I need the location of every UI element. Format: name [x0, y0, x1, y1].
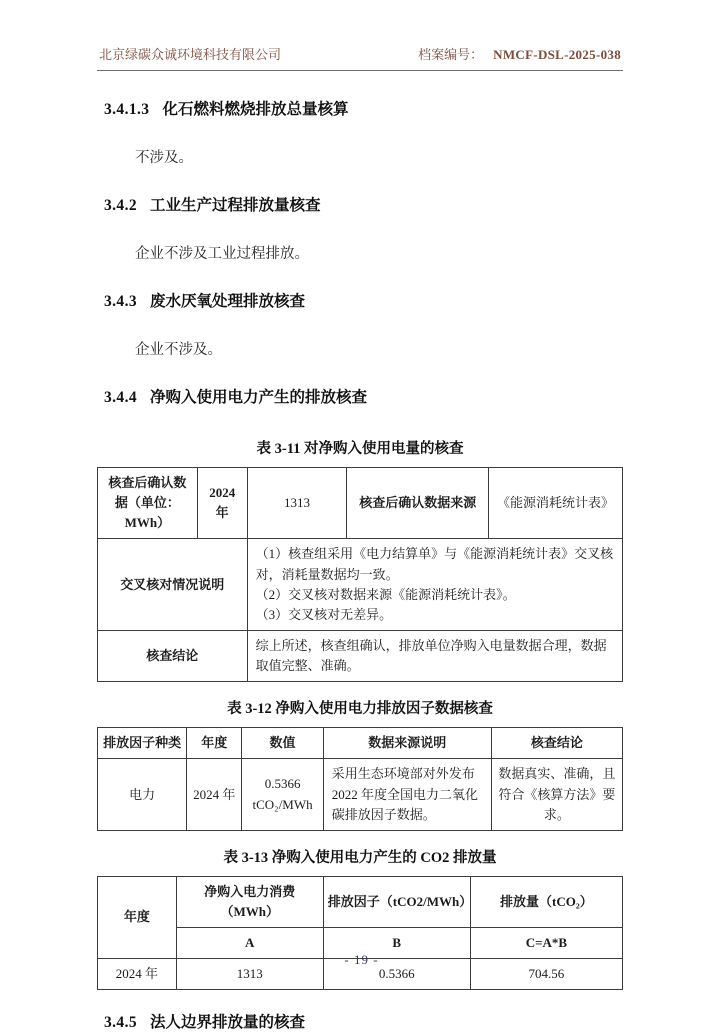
- crosscheck-line-3: （3）交叉核对无差异。: [255, 606, 393, 622]
- section-body-3-4-2: 企业不涉及工业过程排放。: [135, 246, 309, 262]
- page-header: [97, 44, 623, 71]
- table-header-year: 年度: [187, 728, 242, 759]
- table-row: [98, 759, 623, 830]
- table-cell-crosscheck-text: [247, 539, 622, 631]
- table-cell-formula-b: B: [323, 928, 470, 959]
- section-heading-3-4-5: [104, 1010, 623, 1032]
- table-cell-value: 0.5366 tCO₂/MWh: [242, 759, 323, 830]
- table-cell-conclusion: 数据真实、准确，且符合《核算方法》要求。: [491, 759, 622, 830]
- section-number: 3.4.2: [104, 197, 137, 214]
- section-number: 3.4.5: [104, 1014, 137, 1032]
- table-cell-conclusion-label: 核查结论: [98, 630, 248, 681]
- table-header-conclusion: 核查结论: [491, 728, 622, 759]
- table-cell-year: 2024 年: [98, 959, 177, 990]
- table-3-11: [97, 467, 623, 682]
- table-header-source: 数据来源说明: [323, 728, 491, 759]
- section-number: 3.4.1.3: [104, 101, 150, 118]
- section-heading-3-4-1-3: [104, 97, 623, 119]
- table-row: [98, 630, 623, 681]
- crosscheck-line-1: （1）核查组采用《电力结算单》与《能源消耗统计表》交叉核对，消耗量数据均一致。: [255, 546, 614, 582]
- section-number: 3.4.3: [104, 293, 137, 310]
- section-body-3-4-3: 企业不涉及。: [135, 342, 222, 358]
- table-cell-value: 1313: [247, 468, 347, 539]
- table-cell-crosscheck-label: 交叉核对情况说明: [98, 539, 248, 631]
- table-cell-year: 2024 年: [197, 468, 247, 539]
- table-header-value: 数值: [242, 728, 323, 759]
- table-3-13: [97, 876, 623, 991]
- section-title: 工业生产过程排放量核查: [150, 197, 321, 214]
- table-cell-factor-type: 电力: [98, 759, 187, 830]
- table-cell-formula-a: A: [176, 928, 323, 959]
- table-row: [98, 539, 623, 631]
- table-header-factor: 排放因子（tCO2/MWh）: [323, 876, 470, 927]
- company-name: 北京绿碳众诚环境科技有限公司: [99, 47, 282, 62]
- table-header-row: [98, 728, 623, 759]
- crosscheck-line-2: （2）交叉核对数据来源《能源消耗统计表》。: [255, 586, 516, 602]
- archive-number: [418, 44, 621, 63]
- table-cell-data-source-label: 核查后确认数据来源: [347, 468, 489, 539]
- table-cell-emission: 704.56: [470, 959, 622, 990]
- table-cell-data-source: 《能源消耗统计表》: [489, 468, 623, 539]
- section-body-3-4-1-3: 不涉及。: [135, 150, 193, 166]
- archive-label: 档案编号：: [418, 47, 484, 62]
- table-header-row: [98, 876, 623, 927]
- table-header-year: 年度: [98, 876, 177, 958]
- table-3-12-title: 表 3-12 净购入使用电力排放因子数据核查: [227, 701, 493, 718]
- section-heading-3-4-3: [104, 289, 623, 311]
- section-title: 法人边界排放量的核查: [150, 1014, 306, 1032]
- table-row: [98, 468, 623, 539]
- table-3-13-title: 表 3-13 净购入使用电力产生的 CO2 排放量: [223, 849, 497, 866]
- table-3-12: [97, 727, 623, 831]
- section-title: 化石燃料燃烧排放总量核算: [162, 101, 349, 118]
- section-heading-3-4-2: [104, 193, 623, 215]
- section-title: 废水厌氧处理排放核查: [150, 293, 306, 310]
- table-cell-electricity: 1313: [176, 959, 323, 990]
- table-cell-confirmed-data-label: 核查后确认数据（单位：MWh）: [98, 468, 198, 539]
- table-cell-formula-c: C=A*B: [470, 928, 622, 959]
- archive-value: NMCF-DSL-2025-038: [493, 47, 621, 62]
- table-header-electricity: 净购入电力消费（MWh）: [176, 876, 323, 927]
- page-number: - 19 -: [344, 952, 379, 967]
- section-title: 净购入使用电力产生的排放核查: [150, 389, 368, 406]
- table-header-emission: 排放量（tCO₂）: [470, 876, 622, 927]
- section-number: 3.4.4: [104, 389, 137, 406]
- table-cell-year: 2024 年: [187, 759, 242, 830]
- table-cell-conclusion-text: 综上所述，核查组确认，排放单位净购入电量数据合理，数据取值完整、准确。: [247, 630, 622, 681]
- table-cell-factor: 0.5366: [323, 959, 470, 990]
- table-header-factor-type: 排放因子种类: [98, 728, 187, 759]
- section-heading-3-4-4: [104, 385, 623, 407]
- table-3-11-title: 表 3-11 对净购入使用电量的核查: [256, 441, 464, 457]
- table-cell-source: 采用生态环境部对外发布 2022 年度全国电力二氧化碳排放因子数据。: [323, 759, 491, 830]
